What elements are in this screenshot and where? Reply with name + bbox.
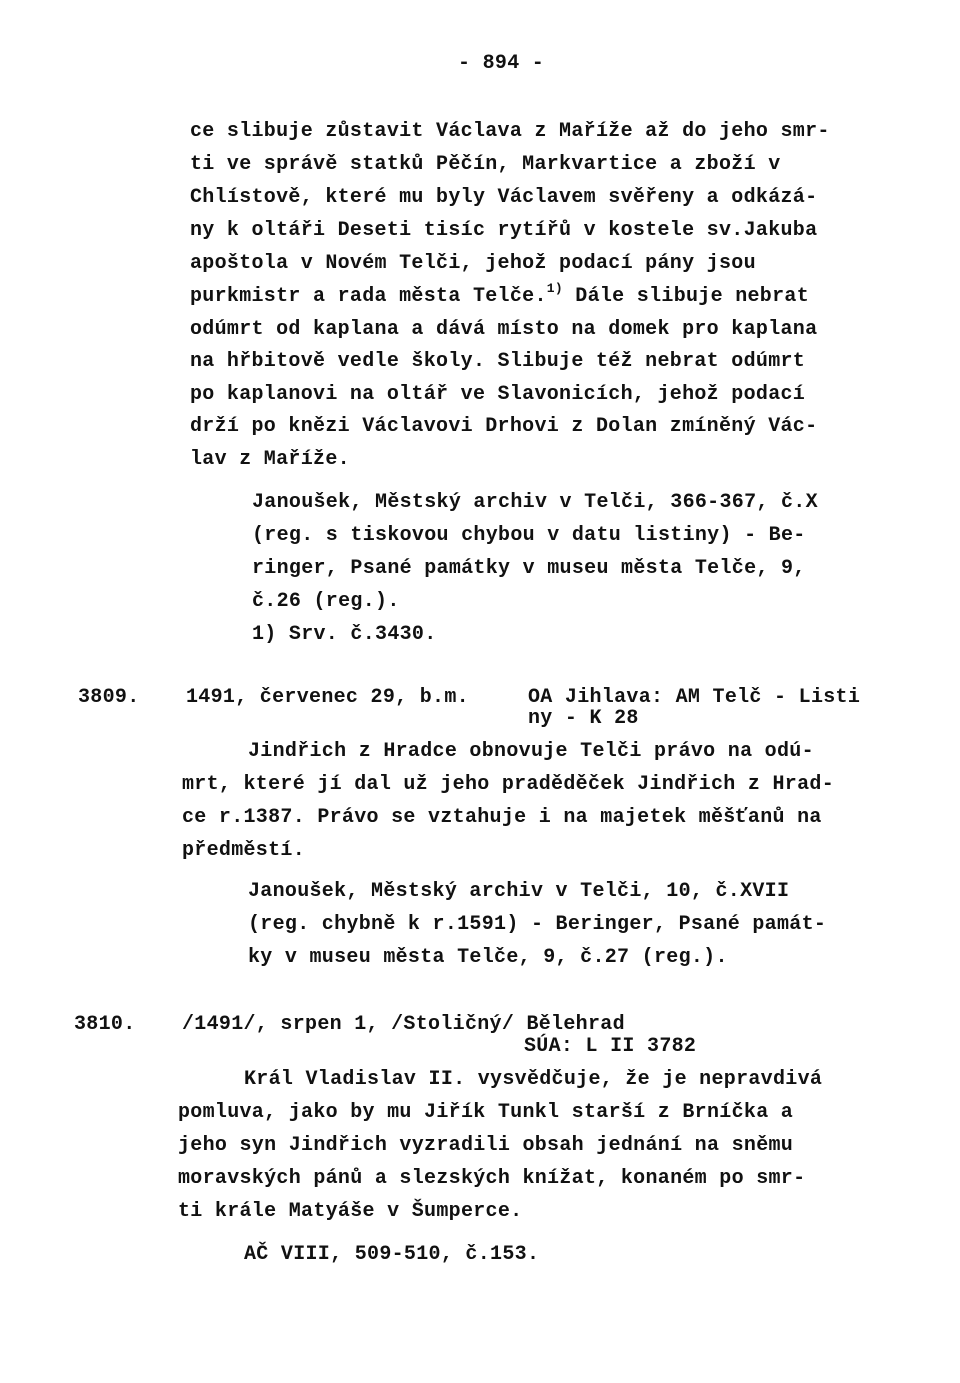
text-line: ce r.1387. Právo se vztahuje i na majetek měšťanů na [182,806,822,829]
text-line: moravských pánů a slezských knížat, konaném po smr- [178,1167,806,1190]
footnote-marker: 1) [546,281,563,296]
source-line: (reg. s tiskovou chybou v datu listiny) - Be- [252,524,806,547]
text-line: pomluva, jako by mu Jiřík Tunkl starší z Brníčka a [178,1101,794,1124]
text-line: odúmrt od kaplana a dává místo na domek pro kaplana [190,318,818,341]
text-line: drží po knězi Václavovi Drhovi z Dolan zmíněný Vác- [190,415,818,438]
text-line: na hřbitově vedle školy. Slibuje též nebrat odúmrt [190,350,806,373]
source-line: (reg. chybně k r.1591) - Beringer, Psané památ- [248,913,827,936]
text-line: po kaplanovi na oltář ve Slavonicích, jehož podací [190,383,806,406]
text-segment: Dále slibuje nebrat [575,285,810,308]
text-line: Král Vladislav II. vysvědčuje, že je nepravdivá [244,1068,823,1091]
source-line: ringer, Psané památky v museu města Telče, 9, [252,557,806,580]
source-line: Janoušek, Městský archiv v Telči, 10, č.XVII [248,880,790,903]
entry-number: 3809. [78,686,140,709]
text-line: ti ve správě statků Pěčín, Markvartice a zboží v [190,153,781,176]
text-line: lav z Maříže. [190,448,350,471]
entry-number: 3810. [74,1013,136,1036]
text-line: Chlístově, které mu byly Václavem svěřeny a odkázá- [190,186,818,209]
entry-archive: OA Jihlava: AM Telč - Listi [528,686,861,709]
footnote-line: 1) Srv. č.3430. [252,623,437,646]
text-line: Jindřich z Hradce obnovuje Telči právo na odú- [248,740,814,763]
page-number: - 894 - [458,52,545,75]
source-line: AČ VIII, 509-510, č.153. [244,1243,540,1266]
entry-archive: SÚA: L II 3782 [524,1035,697,1058]
entry-archive: ny - K 28 [528,707,639,730]
source-line: ky v museu města Telče, 9, č.27 (reg.). [248,946,728,969]
text-line [190,281,810,309]
source-line: č.26 (reg.). [252,590,400,613]
text-line: jeho syn Jindřich vyzradili obsah jednání na sněmu [178,1134,794,1157]
entry-date-place: 1491, červenec 29, b.m. [186,686,469,709]
text-line: předměstí. [182,839,306,862]
source-line: Janoušek, Městský archiv v Telči, 366-367, č.X [252,491,818,514]
entry-date-place: /1491/, srpen 1, /Stoličný/ Bělehrad [182,1013,625,1036]
text-line: ti krále Matyáše v Šumperce. [178,1200,523,1223]
text-line: apoštola v Novém Telči, jehož podací pány jsou [190,252,756,275]
text-segment: purkmistr a rada města Telče. [190,285,547,308]
text-line: ny k oltáři Deseti tisíc rytířů v kostele sv.Jakuba [190,219,818,242]
text-line: ce slibuje zůstavit Václava z Maříže až do jeho smr- [190,120,830,143]
text-line: mrt, které jí dal už jeho praděděček Jindřich z Hrad- [182,773,835,796]
